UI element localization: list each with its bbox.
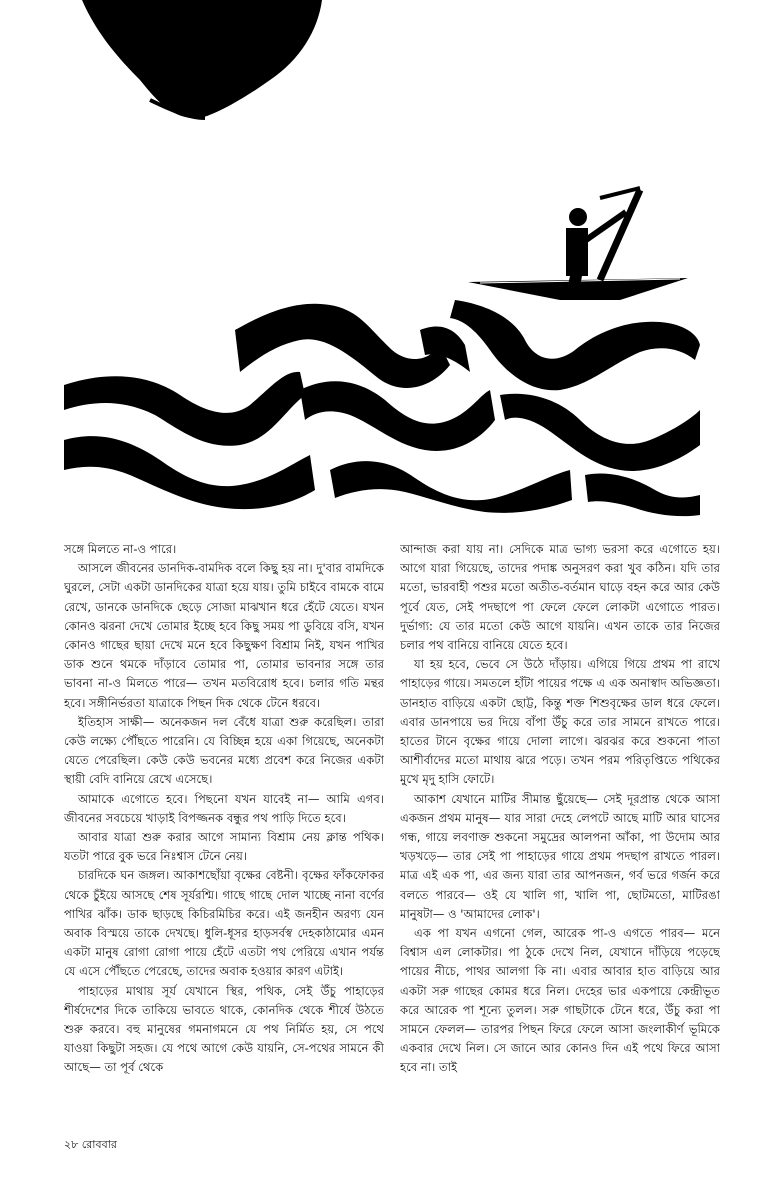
paragraph: আকাশ যেখানে মাটির সীমান্ত ছুঁয়েছে— সেই দূরপ্রান্ত থেকে আসা একজন প্রথম মানুষ— যার সারা দেহে লেপটে আছে মাটি আর ঘাসের গন্ধ, গায়ে লবণাক্ত শুকনো সমুদ্রের আলপনা আঁকা, পা উদোম আর খড়খড়ে— তার সেই পা পাহাড়ের গায়ে প্রথম পদছাপ রাখতে পারল। মাত্র এই এক পা, এর জন্য যারা তার আপনজন, গর্ব ভরে গর্জন করে বলতে পারবে— ওই যে খালি গা, খালি পা, ছোটমতো, মাটিরঙা মানুষটা— ও 'আমাদের লোক'। [400, 791, 720, 921]
paragraph: এক পা যখন এগনো গেল, আরেক পা-ও এগতে পারব— মনে বিশ্বাস এল লোকটার। পা ঠুকে দেখে নিল, যেখানে দাঁড়িয়ে পড়েছে পায়ের নীচে, পাথর আলগা কি না। এবার আবার হাত বাড়িয়ে আর একটা সরু গাছের কোমর ধরে নিল। দেহের ভার একপায়ে কেন্দ্রীভূত করে আরেক পা শূন্যে তুলল। সরু গাছটাকে টেনে ধরে, উঁচু করা পা সামনে ফেলল— তারপর পিছন ফিরে ফেলে আসা জংলাকীর্ণ ভূমিকে একবার দেখে নিল। সে জানে আর কোনও দিন এই পথে ফিরে আসা হবে না। তাই [400, 926, 720, 1075]
top-ink-blob [82, 0, 322, 118]
boatman-icon [468, 188, 688, 300]
paragraph: আন্দাজ করা যায় না। সেদিকে মাত্র ভাগ্য ভরসা করে এগোতে হয়। আগে যারা গিয়েছে, তাদের পদাঙ্ক অনুসরণ করা খুব কঠিন। যদি তার মতো, ভারবাহী পশুর মতো অতীত-বর্তমান ঘাড়ে বহন করে আর কেউ পূর্বে যেত, সেই পদছাপে পা ফেলে ফেলে লোকটা এগোতে পারত। দুর্ভাগ্য: যে তার মতো কেউ আগে যায়নি। এখন তাকে তার নিজের চলার পথ বানিয়ে বানিয়ে যেতে হবে। [400, 542, 720, 653]
brush-ink-illustration [0, 0, 770, 520]
paragraph: আসলে জীবনের ডানদিক-বামদিক বলে কিছু হয় না। দু'বার বামদিকে ঘুরলে, সেটা একটা ডানদিকের যাত্রা হয়ে যায়। তুমি চাইবে বামকে বামে রেখে, ডানকে ডানদিকে ছেড়ে সোজা মাঝখান ধরে হেঁটে যেতে। যখন কোনও ঝরনা দেখে তোমার ইচ্ছে হবে কিছু সময় পা ডুবিয়ে বসি, যখন কোনও গাছের ছায়া দেখে মনে হবে কিছুক্ষণ বিশ্রাম নিই, যখন পাখির ডাক শুনে থমকে দাঁড়াবে তোমার পা, তোমার ভাবনার সঙ্গে তার ভাবনা না-ও মিলতে পারে— তখন মতবিরোধ হবে। চলার গতি মন্থর হবে। সঙ্গীনির্ভরতা যাত্রাকে পিছন দিক থেকে টেনে ধরবে। [64, 561, 384, 710]
paragraph: যা হয় হবে, ভেবে সে উঠে দাঁড়ায়। এগিয়ে গিয়ে প্রথম পা রাখে পাহাড়ের গায়ে। সমতলে হাঁটা পায়ের পক্ষে এ এক অনাস্বাদ অভিজ্ঞতা। ডানহাত বাড়িয়ে একটা ছোট্ট, কিন্তু শক্ত শিশুবৃক্ষের ডাল ধরে ফেলে। এবার ডানপায়ে ভর দিয়ে বাঁপা উঁচু করে তার সামনে রাখতে পারে। হাতের টানে বৃক্ষের গায়ে দোলা লাগে। ঝরঝর করে শুকনো পাতা আশীর্বাদের মতো মাথায় ঝরে পড়ে। তখন পরম পরিতৃপ্তিতে পথিকের মুখে মৃদু হাসি ফোটে। [400, 657, 720, 787]
brush-waves [64, 300, 700, 516]
paragraph: চারদিকে ঘন জঙ্গল। আকাশছোঁয়া বৃক্ষের বেষ্টনী। বৃক্ষের ফাঁকফোকর থেকে চুঁইয়ে আসছে শেষ সূর্যরশ্মি। গাছে গাছে দোল খাচ্ছে নানা বর্ণের পাখির ঝাঁক। ডাক ছাড়ছে কিচিরমিচির করে। এই জনহীন অরণ্য যেন অবাক বিস্ময়ে তাকে দেখছে। ধুলি-ধূসর হাড়সর্বস্ব দেহকাঠামোর এমন একটা মানুষ রোগা রোগা পায়ে হেঁটে এতটা পথ পেরিয়ে এখান পর্যন্ত যে এসে পৌঁছতে পেরেছে, তাদের অবাক হওয়ার কারণ এটাই। [64, 868, 384, 979]
paragraph: আবার যাত্রা শুরু করার আগে সামান্য বিশ্রাম নেয় ক্লান্ত পথিক। যতটা পারে বুক ভরে নিঃশ্বাস টেনে নেয়। [64, 830, 384, 864]
paragraph: সঙ্গে মিলতে না-ও পারে। [64, 542, 177, 556]
page-footer: ২৮ রোববার [64, 1138, 117, 1151]
paragraph: ইতিহাস সাক্ষী— অনেকজন দল বেঁধে যাত্রা শুরু করেছিল। তারা কেউ লক্ষ্যে পৌঁছতে পারেনি। যে বিচ্ছিন্ন হয়ে একা গিয়েছে, অনেকটা যেতে পেরেছিল। কেউ কেউ ভবনের মধ্যে প্রবেশ করে নিজের একটা স্থায়ী বেদি বানিয়ে রেখে এসেছে। [64, 714, 384, 787]
paragraph: পাহাড়ের মাথায় সূর্য যেখানে স্থির, পথিক, সেই উঁচু পাহাড়ের শীর্ষদেশের দিকে তাকিয়ে ভাবতে থাকে, কোনদিক থেকে শীর্ষে উঠতে শুরু করবে। বহু মানুষের গমনাগমনে যে পথ নির্মিত হয়, সে পথে যাওয়া কিছুটা সহজ। যে পথে আগে কেউ যায়নি, সে-পথের সামনে কী আছে— তা পূর্ব থেকে [64, 983, 384, 1075]
article-column-left [64, 540, 384, 1120]
paragraph: আমাকে এগোতে হবে। পিছনো যখন যাবেই না— আমি এগব। জীবনের সবচেয়ে খাড়াই বিপজ্জনক বন্ধুর পথ পাড়ি দিতে হবে। [64, 791, 384, 825]
article-column-right [400, 540, 720, 1120]
